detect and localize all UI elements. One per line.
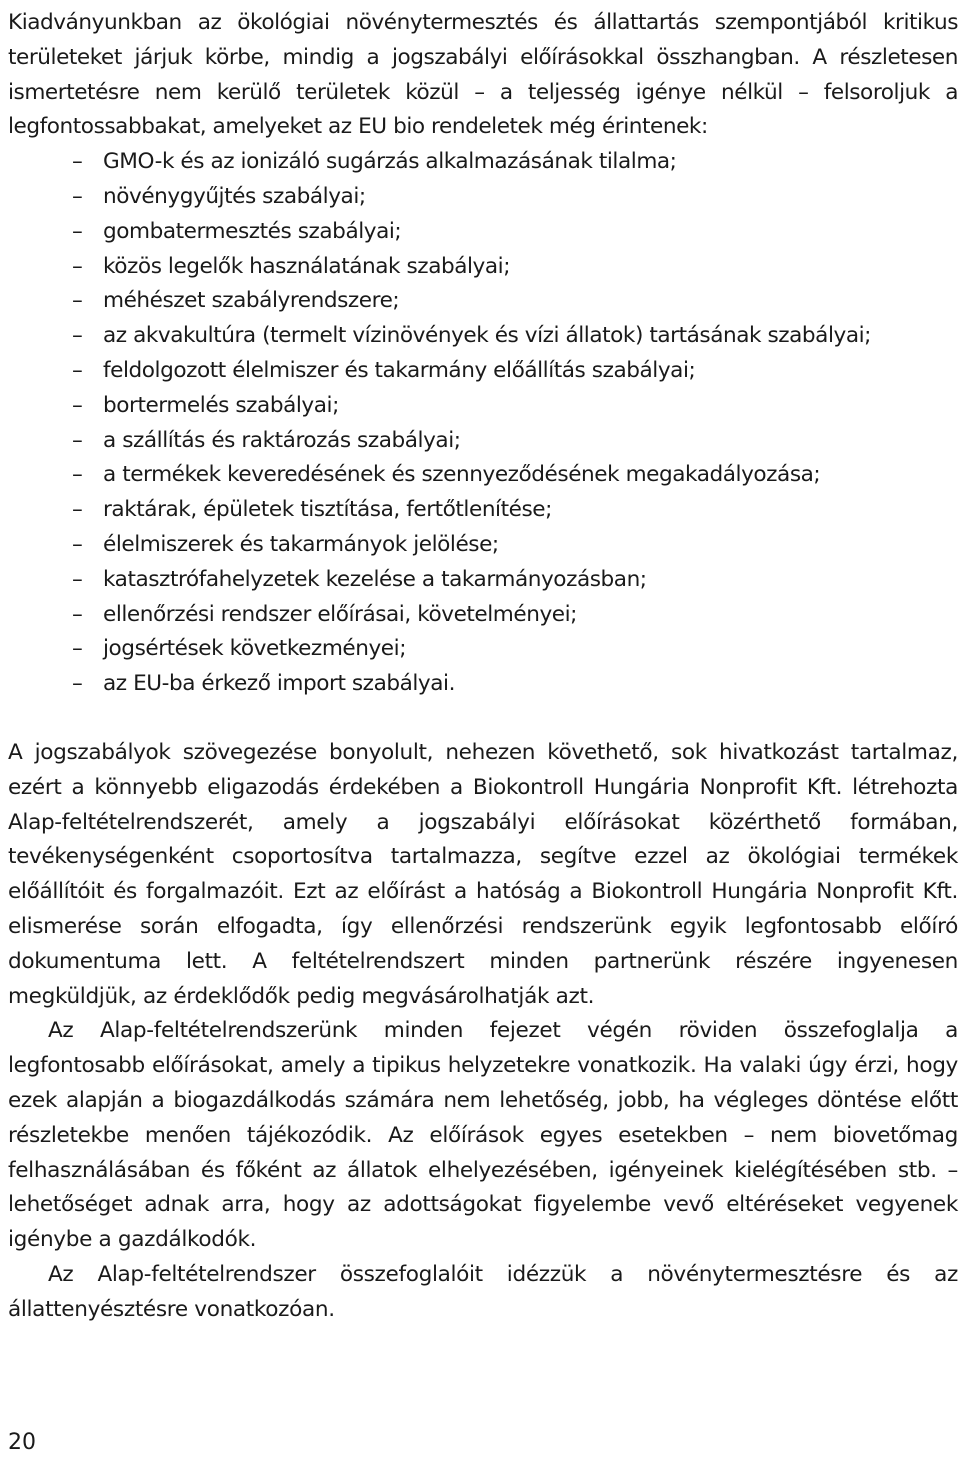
list-item-text: az EU-ba érkező import szabályai. [103,671,456,697]
list-item [72,528,958,563]
dash-marker: – [72,323,83,349]
regulation-list [8,145,958,702]
dash-marker: – [72,601,83,627]
dash-marker: – [72,218,83,244]
list-item [72,180,958,215]
list-item-text: a termékek keveredésének és szennyeződésének megakadályozása; [103,462,821,488]
dash-marker: – [72,253,83,279]
list-item-text: jogsértések következményei; [103,636,407,662]
list-item-text: az akvakultúra (termelt vízinövények és vízi állatok) tartásának szabályai; [103,323,872,349]
dash-marker: – [72,566,83,592]
dash-marker: – [72,427,83,453]
dash-marker: – [72,183,83,209]
list-item-text: méhészet szabályrendszere; [103,288,400,314]
list-item [72,632,958,667]
list-item [72,563,958,598]
list-item-text: növénygyűjtés szabályai; [103,183,366,209]
list-item-text: ellenőrzési rendszer előírásai, követelményei; [103,601,577,627]
list-item [72,389,958,424]
list-item [72,458,958,493]
list-item [72,215,958,250]
list-item-text: feldolgozott élelmiszer és takarmány előállítás szabályai; [103,357,696,383]
body-paragraph: A jogszabályok szövegezése bonyolult, nehezen követhető, sok hivatkozást tartalmaz, ezért a könnyebb eligazodás érdekében a Biokontroll Hungária Nonprofit Kft. létrehozta Alap-feltételrendszerét, amely a jogszabályi előírásokat közérthető formában, tevékenységenként csoportosítva tartalmazza, segítve ezzel az ökológiai termékek előállítóit és forgalmazóit. Ezt az előírást a hatóság a Biokontroll Hungária Nonprofit Kft. elismerése során elfogadta, így ellenőrzési rendszerünk egyik legfontosabb előíró dokumentuma lett. A feltételrendszert minden partnerünk részére ingyenesen megküldjük, az érdeklődők pedig megvásárolhatják azt. [8,739,958,1009]
list-item-text: élelmiszerek és takarmányok jelölése; [103,531,499,557]
dash-marker: – [72,636,83,662]
list-item [72,493,958,528]
dash-marker: – [72,497,83,523]
page-body [8,6,958,1327]
body-paragraph: Az Alap-feltételrendszerünk minden fejezet végén röviden összefoglalja a legfontosabb előírásokat, amely a tipikus helyzetekre vonatkozik. Ha valaki úgy érzi, hogy ezek alapján a biogazdálkodás számára nem lehetőség, jobb, ha végleges döntése előtt részletekbe menően tájékozódik. Az előírások egyes esetekben – nem biovetőmag felhasználásában és főként az állatok elhelyezésében, igényeinek kielégítésében stb. – lehetőséget adnak arra, hogy az adottságokat figyelembe vevő eltéréseket vegyenek igénybe a gazdálkodók. [8,1018,958,1253]
list-item [72,284,958,319]
list-item [72,319,958,354]
page-number: 20 [8,1430,36,1455]
dash-marker: – [72,288,83,314]
dash-marker: – [72,671,83,697]
dash-marker: – [72,392,83,418]
list-item [72,424,958,459]
dash-marker: – [72,462,83,488]
list-item [72,354,958,389]
list-item [72,145,958,180]
list-item-text: gombatermesztés szabályai; [103,218,402,244]
list-item [72,598,958,633]
list-item-text: GMO-k és az ionizáló sugárzás alkalmazásának tilalma; [103,149,677,175]
paragraph-gap [8,702,958,736]
list-item-text: katasztrófahelyzetek kezelése a takarmányozásban; [103,566,647,592]
dash-marker: – [72,149,83,175]
intro-paragraph: Kiadványunkban az ökológiai növénytermesztés és állattartás szempontjából kritikus területeket járjuk körbe, mindig a jogszabályi előírásokkal összhangban. A részletesen ismertetésre nem kerülő területek közül – a teljesség igénye nélkül – felsoroljuk a legfontossabbakat, amelyeket az EU bio rendeletek még érintenek: [8,10,958,140]
list-item [72,250,958,285]
dash-marker: – [72,357,83,383]
list-item-text: bortermelés szabályai; [103,392,339,418]
dash-marker: – [72,531,83,557]
list-item-text: a szállítás és raktározás szabályai; [103,427,461,453]
body-paragraph: Az Alap-feltételrendszer összefoglalóit idézzük a növénytermesztésre és az állattenyésztésre vonatkozóan. [8,1261,958,1322]
list-item-text: közös legelők használatának szabályai; [103,253,511,279]
list-item [72,667,958,702]
list-item-text: raktárak, épületek tisztítása, fertőtlenítése; [103,497,552,523]
